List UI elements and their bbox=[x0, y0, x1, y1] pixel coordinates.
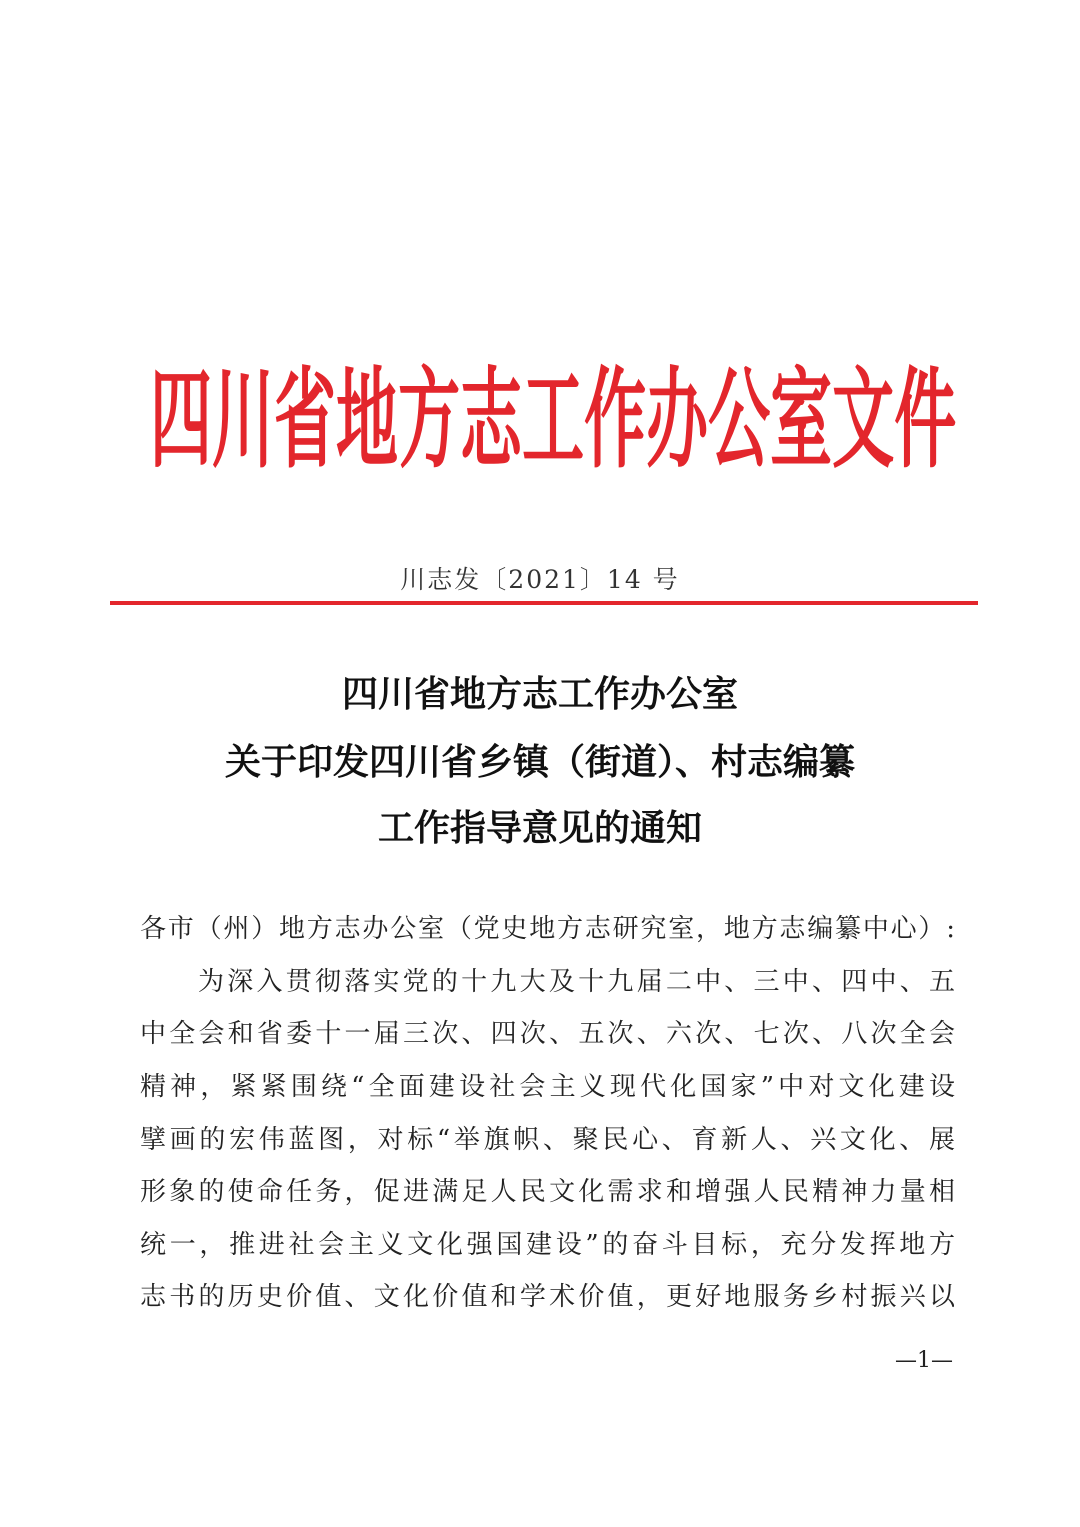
page-number: —1— bbox=[895, 1348, 953, 1373]
header-char: 川 bbox=[212, 355, 275, 483]
header-char: 公 bbox=[708, 355, 771, 483]
body-line: 中全会和省委十一届三次、四次、五次、六次、七次、八次全会 bbox=[140, 1019, 955, 1049]
salutation: 各市（州）地方志办公室（党史地方志研究室，地方志编纂中心）: bbox=[140, 914, 955, 944]
title-line-3: 工作指导意见的通知 bbox=[377, 808, 702, 849]
document-header-red bbox=[150, 355, 957, 485]
title-line-1: 四川省地方志工作办公室 bbox=[341, 674, 738, 715]
header-char: 作 bbox=[584, 355, 647, 483]
body-line: 为深入贯彻落实党的十九大及十九届二中、三中、四中、五 bbox=[198, 967, 955, 997]
body-line: 统一，推进社会主义文化强国建设”的奋斗目标，充分发挥地方 bbox=[140, 1230, 955, 1260]
document-number: 川志发〔2021〕14 号 bbox=[400, 565, 680, 594]
header-char: 地 bbox=[336, 355, 399, 483]
header-char: 文 bbox=[832, 355, 895, 483]
header-char: 件 bbox=[894, 355, 957, 483]
header-char: 志 bbox=[460, 355, 523, 483]
header-char: 省 bbox=[274, 355, 337, 483]
header-char: 四 bbox=[150, 355, 213, 483]
title-line-2: 关于印发四川省乡镇（街道）、村志编纂 bbox=[224, 742, 855, 783]
body-line: 形象的使命任务，促进满足人民文化需求和增强人民精神力量相 bbox=[140, 1177, 955, 1207]
header-char: 室 bbox=[770, 355, 833, 483]
red-divider bbox=[110, 601, 978, 605]
header-char: 方 bbox=[398, 355, 461, 483]
header-char: 办 bbox=[646, 355, 709, 483]
header-char: 工 bbox=[522, 355, 585, 483]
body-line: 志书的历史价值、文化价值和学术价值，更好地服务乡村振兴以 bbox=[140, 1282, 955, 1312]
body-line: 擘画的宏伟蓝图，对标“举旗帜、聚民心、育新人、兴文化、展 bbox=[140, 1125, 955, 1155]
body-line: 精神，紧紧围绕“全面建设社会主义现代化国家”中对文化建设 bbox=[140, 1072, 955, 1102]
